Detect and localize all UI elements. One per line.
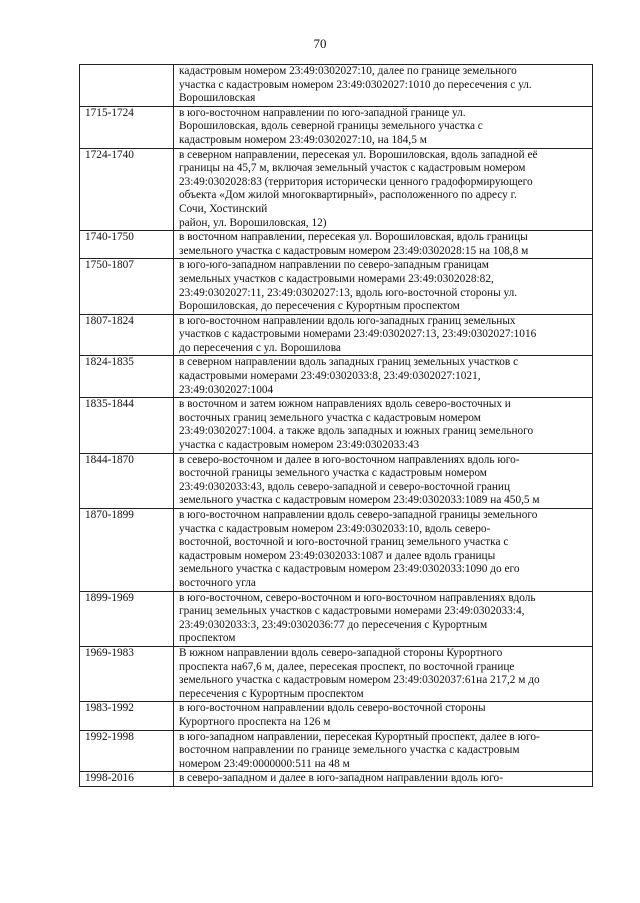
description-line: номером 23:49:0000000:511 на 48 м <box>179 757 350 770</box>
table-row <box>80 65 593 107</box>
description-cell <box>174 65 593 107</box>
description-line: проспектом <box>179 632 236 645</box>
description-line: Ворошиловская, вдоль северной границы земельного участка с <box>179 120 483 133</box>
description-line: 23:49:0302028:83 (территория исторически ценного градоформирующего <box>179 175 533 188</box>
description-cell <box>174 398 593 453</box>
description-line: пересечения с Курортным проспектом <box>179 687 364 700</box>
description-cell <box>174 356 593 398</box>
description-cell <box>174 231 593 259</box>
description-cell <box>174 702 593 730</box>
description-line: в юго-восточном направлении вдоль северо-западной границы земельного <box>179 509 538 521</box>
table-row <box>80 730 593 772</box>
segment-cell: 1992-1998 <box>80 730 174 772</box>
description-line: район, ул. Ворошиловская, 12) <box>179 216 327 229</box>
description-line: проспекта на67,6 м, далее, пересекая проспект, по восточной границе <box>179 660 515 673</box>
table-row <box>80 356 593 398</box>
segment-cell: 1807-1824 <box>80 314 174 356</box>
segment-cell: 1870-1899 <box>80 509 174 592</box>
segment-cell: 1998-2016 <box>80 772 174 787</box>
description-line: земельного участка с кадастровым номером 23:49:0302037:61на 217,2 м до <box>179 674 540 687</box>
description-line: в северо-восточном и далее в юго-восточном направлениях вдоль юго- <box>179 453 520 466</box>
description-cell <box>174 509 593 592</box>
description-cell <box>174 646 593 701</box>
description-line: до пересечения с ул. Ворошилова <box>179 341 341 354</box>
description-line: кадастровым номером 23:49:0302033:1087 и далее вдоль границы <box>179 549 496 562</box>
description-cell <box>174 730 593 772</box>
table-row <box>80 772 593 787</box>
description-line: кадастровыми номерами 23:49:0302033:8, 23:49:0302027:1021, <box>179 370 481 383</box>
description-line: участка с кадастровым номером 23:49:0302033:43 <box>179 439 420 452</box>
table-row <box>80 106 593 148</box>
description-cell <box>174 314 593 356</box>
description-line: в восточном и затем южном направлениях вдоль северо-восточных и <box>179 398 511 411</box>
boundary-table <box>79 64 593 787</box>
description-line: в юго-восточном направлении по юго-западной границе ул. <box>179 106 466 119</box>
segment-cell: 1715-1724 <box>80 106 174 148</box>
description-line: восточной границы земельного участка с кадастровым номером <box>179 467 487 480</box>
segment-cell: 1750-1807 <box>80 259 174 314</box>
description-line: границ земельных участков с кадастровыми номерами 23:49:0302033:4, <box>179 605 525 618</box>
description-line: земельного участка с кадастровым номером 23:49:0302028:15 на 108,8 м <box>179 244 529 257</box>
description-cell <box>174 453 593 508</box>
description-line: в восточном направлении, пересекая ул. Ворошиловская, вдоль границы <box>179 231 528 244</box>
description-line: Сочи, Хостинский <box>179 202 268 215</box>
segment-cell: 1844-1870 <box>80 453 174 508</box>
description-line: Ворошиловская <box>179 92 256 105</box>
description-line: 23:49:0302033:43, вдоль северо-западной и северо-восточной границ <box>179 480 511 493</box>
table-row <box>80 453 593 508</box>
table-row <box>80 591 593 646</box>
table-row <box>80 509 593 592</box>
description-line: Ворошиловская, до пересечения с Курортным проспектом <box>179 300 460 313</box>
description-cell <box>174 259 593 314</box>
description-line: в северо-западном и далее в юго-западном направлении вдоль юго- <box>179 772 503 785</box>
boundary-table-body <box>80 65 593 787</box>
description-line: в северном направлении вдоль западных границ земельных участков с <box>179 356 519 369</box>
description-line: 23:49:0302027:1004 <box>179 383 274 396</box>
table-row <box>80 702 593 730</box>
description-line: 23:49:0302027:11, 23:49:0302027:13, вдоль юго-восточной стороны ул. <box>179 286 518 299</box>
table-row <box>80 398 593 453</box>
description-line: кадастровым номером 23:49:0302027:10, на 184,5 м <box>179 133 427 146</box>
segment-cell: 1899-1969 <box>80 591 174 646</box>
description-line: кадастровым номером 23:49:0302027:10, далее по границе земельного <box>179 65 517 77</box>
description-line: восточном направлении по границе земельного участка с кадастровым <box>179 744 520 757</box>
segment-cell <box>80 65 174 107</box>
description-line: земельного участка с кадастровым номером 23:49:0302033:1090 до его <box>179 563 520 576</box>
description-line: В южном направлении вдоль северо-западной стороны Курортного <box>179 646 503 659</box>
table-row <box>80 231 593 259</box>
description-cell <box>174 772 593 787</box>
description-line: 23:49:0302033:3, 23:49:0302036:77 до пересечения с Курортным <box>179 618 488 631</box>
description-line: восточных границ земельного участка с кадастровым номером <box>179 411 481 424</box>
description-line: объекта «Дом жилой многоквартирный», расположенного по адресу г. <box>179 189 517 202</box>
description-line: в северном направлении, пересекая ул. Ворошиловская, вдоль западной её <box>179 148 538 161</box>
description-line: 23:49:0302027:1004. а также вдоль западных и южных границ земельного <box>179 425 534 438</box>
description-line: участков с кадастровыми номерами 23:49:0302027:13, 23:49:0302027:1016 <box>179 328 537 341</box>
table-row <box>80 314 593 356</box>
table-row <box>80 646 593 701</box>
description-line: в юго-восточном направлении вдоль юго-западных границ земельных <box>179 314 516 327</box>
segment-cell: 1724-1740 <box>80 148 174 231</box>
table-row <box>80 259 593 314</box>
segment-cell: 1740-1750 <box>80 231 174 259</box>
description-line: земельных участков с кадастровыми номерами 23:49:0302028:82, <box>179 272 494 285</box>
segment-cell: 1835-1844 <box>80 398 174 453</box>
description-line: Курортного проспекта на 126 м <box>179 715 331 728</box>
description-line: восточного угла <box>179 576 256 589</box>
description-cell <box>174 148 593 231</box>
page-number: 70 <box>313 36 327 51</box>
segment-cell: 1824-1835 <box>80 356 174 398</box>
description-line: участка с кадастровым номером 23:49:0302027:1010 до пересечения с ул. <box>179 78 532 91</box>
description-line: восточной, восточной и юго-восточной границ земельного участка с <box>179 536 509 549</box>
description-line: в юго-юго-западном направлении по северо-западным границам <box>179 259 489 272</box>
segment-cell: 1969-1983 <box>80 646 174 701</box>
description-line: в юго-восточном, северо-восточном и юго-восточном направлениях вдоль <box>179 591 536 604</box>
description-cell <box>174 591 593 646</box>
description-line: в юго-западном направлении, пересекая Курортный проспект, далее в юго- <box>179 730 540 743</box>
description-cell <box>174 106 593 148</box>
description-line: границы на 45,7 м, включая земельный участок с кадастровым номером <box>179 162 526 175</box>
table-row <box>80 148 593 231</box>
description-line: земельного участка с кадастровым номером 23:49:0302033:1089 на 450,5 м <box>179 494 540 507</box>
segment-cell: 1983-1992 <box>80 702 174 730</box>
description-line: в юго-восточном направлении вдоль северо-восточной стороны <box>179 702 486 715</box>
description-line: участка с кадастровым номером 23:49:0302033:10, вдоль северо- <box>179 522 491 535</box>
